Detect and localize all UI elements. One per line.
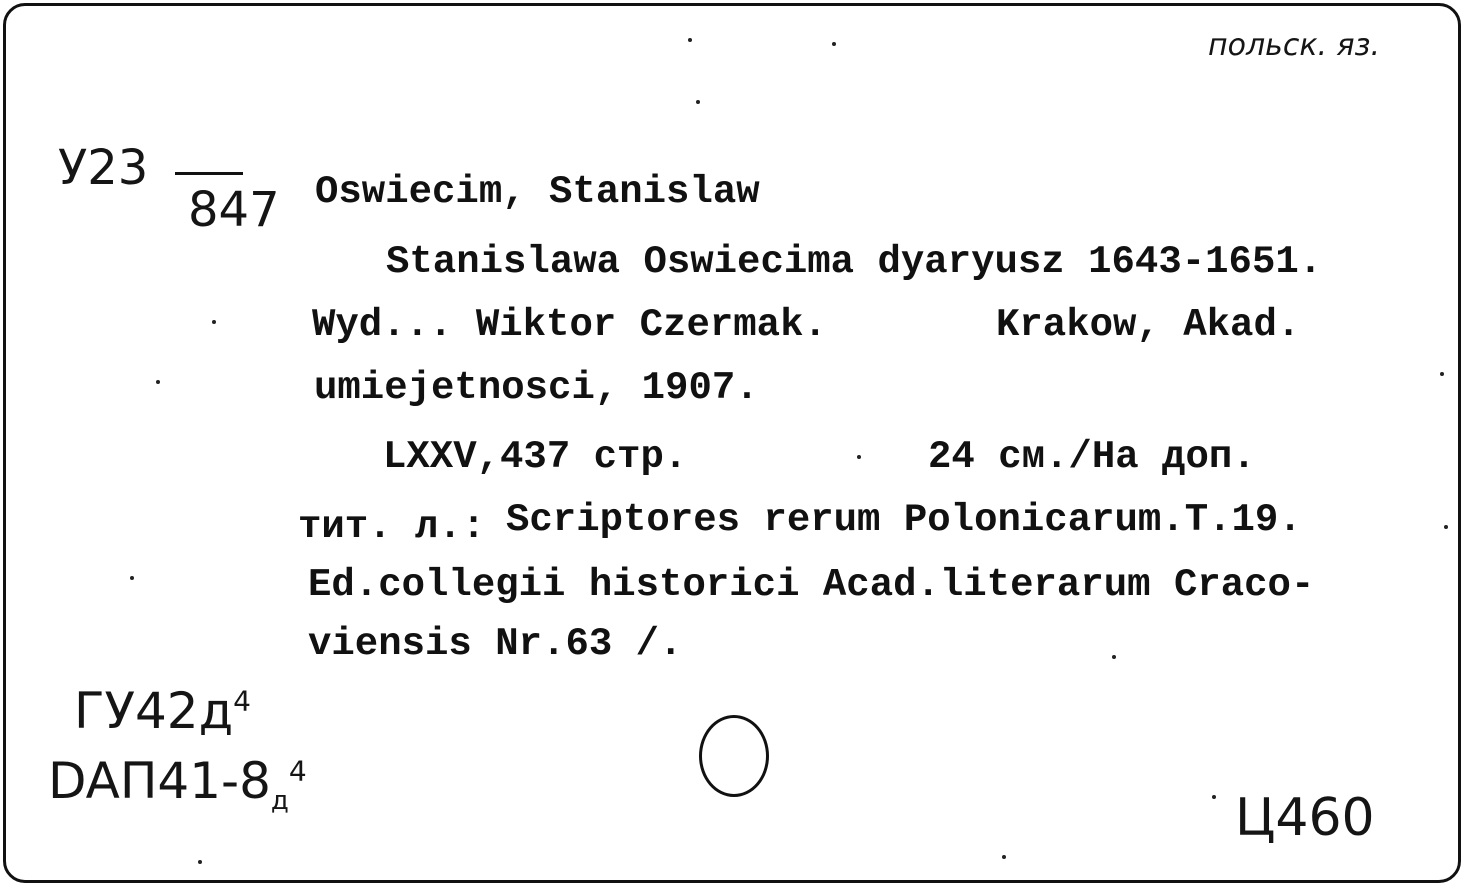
speck bbox=[1440, 372, 1444, 376]
speck bbox=[156, 380, 160, 384]
title-page-label: тит. л.: bbox=[298, 505, 486, 549]
shelfmark-rule bbox=[175, 172, 243, 175]
speck bbox=[1112, 655, 1116, 659]
speck bbox=[212, 320, 216, 324]
location-code-2: $DAП41-8_д^4$ bbox=[48, 752, 307, 816]
speck bbox=[1002, 855, 1006, 859]
inventory-number: Ц460 bbox=[1235, 788, 1375, 848]
series-line: Scriptores rerum Polonicarum.T.19. bbox=[506, 498, 1302, 542]
speck bbox=[688, 38, 692, 42]
speck bbox=[832, 42, 836, 46]
location-code-1: $ГУ42д^4$ bbox=[74, 682, 251, 740]
location-code-1-sup: 4 bbox=[233, 684, 251, 718]
speck bbox=[857, 455, 861, 459]
editor-line: Wyd... Wiktor Czermak. bbox=[312, 303, 827, 347]
size-note: 24 см./На доп. bbox=[928, 435, 1256, 479]
speck bbox=[1444, 525, 1448, 529]
punch-hole bbox=[699, 715, 769, 797]
shelfmark-top: У23 bbox=[58, 140, 149, 196]
series-line-2: Ed.collegii historici Acad.literarum Craco- bbox=[308, 563, 1315, 607]
title-line: Stanislawa Oswiecima dyaryusz 1643-1651. bbox=[386, 240, 1323, 284]
imprint-line: umiejetnosci, 1907. bbox=[314, 366, 759, 410]
speck bbox=[1212, 795, 1216, 799]
speck bbox=[130, 576, 134, 580]
publisher-line: Krakow, Akad. bbox=[996, 303, 1301, 347]
speck bbox=[696, 100, 700, 104]
author-heading: Oswiecim, Stanislaw bbox=[315, 170, 760, 214]
shelfmark-bottom: 847 bbox=[188, 182, 280, 238]
corner-note: польск. яз. bbox=[1208, 28, 1381, 63]
series-line-3: viensis Nr.63 /. bbox=[308, 622, 683, 666]
location-code-2-sup: 4 bbox=[288, 754, 307, 788]
pagination-line: LXXV,437 стр. bbox=[383, 435, 688, 479]
location-code-2-sub: д bbox=[270, 786, 289, 816]
speck bbox=[198, 860, 202, 864]
